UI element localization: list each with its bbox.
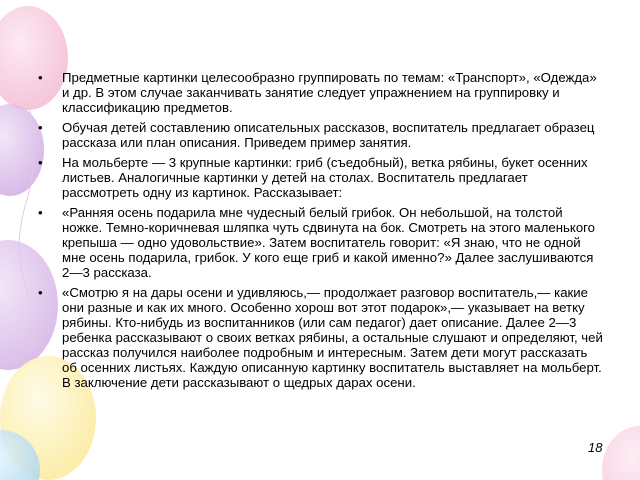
list-item bbox=[38, 155, 604, 200]
balloon-pink-bottom bbox=[602, 426, 640, 480]
bullet-marker: • bbox=[38, 205, 43, 220]
bullet-marker: • bbox=[38, 120, 43, 135]
paragraph-text: На мольберте — 3 крупные картинки: гриб (съедобный), ветка рябины, букет осенних листьев. Аналогичные картинки у детей на столах. Воспитатель предлагает рассмотреть одну из картинок. Рассказывает: bbox=[62, 155, 588, 200]
bullet-marker: • bbox=[38, 285, 43, 300]
paragraph-text: Обучая детей составлению описательных рассказов, воспитатель предлагает образец рассказа или план описания. Приведем пример занятия. bbox=[62, 120, 595, 150]
paragraph-text: Предметные картинки целесообразно группировать по темам: «Транспорт», «Одежда» и др. В этом случае заканчивать занятие следует упражнением на группировку и классификацию предметов. bbox=[62, 70, 597, 115]
bullet-marker: • bbox=[38, 155, 43, 170]
list-item bbox=[38, 205, 604, 280]
bullet-marker: • bbox=[38, 70, 43, 85]
list-item bbox=[38, 285, 604, 390]
list-item bbox=[38, 70, 604, 115]
paragraph-text: «Ранняя осень подарила мне чудесный белый грибок. Он небольшой, на толстой ножке. Темно-коричневая шляпка чуть сдвинута на бок. Смотреть на этого маленького крепыша — одно удовольствие». Затем воспитатель говорит: «Я знаю, что не одной мне осень подарила, грибок. У кого еще гриб и какой именно?» Далее заслушиваются 2—3 рассказа. bbox=[62, 205, 596, 280]
bullet-list bbox=[38, 70, 604, 395]
page-number: 18 bbox=[588, 440, 603, 455]
list-item bbox=[38, 120, 604, 150]
paragraph-text: «Смотрю я на дары осени и удивляюсь,— продолжает разговор воспитатель,— какие они разные и как их много. Особенно хорош вот этот подарок»,— указывает на ветку рябины. Кто-нибудь из воспитанников (или сам педагог) дает описание. Далее 2—3 ребенка рассказывают о своих ветках рябины, а остальные слушают и определяют, чей рассказ получился наиболее подробным и интересным. Затем дети могут рассказать об осенних листьях. Каждую описанную картинку воспитатель выставляет на мольберт. В заключение дети рассказывают о щедрых дарах осени. bbox=[62, 285, 603, 390]
